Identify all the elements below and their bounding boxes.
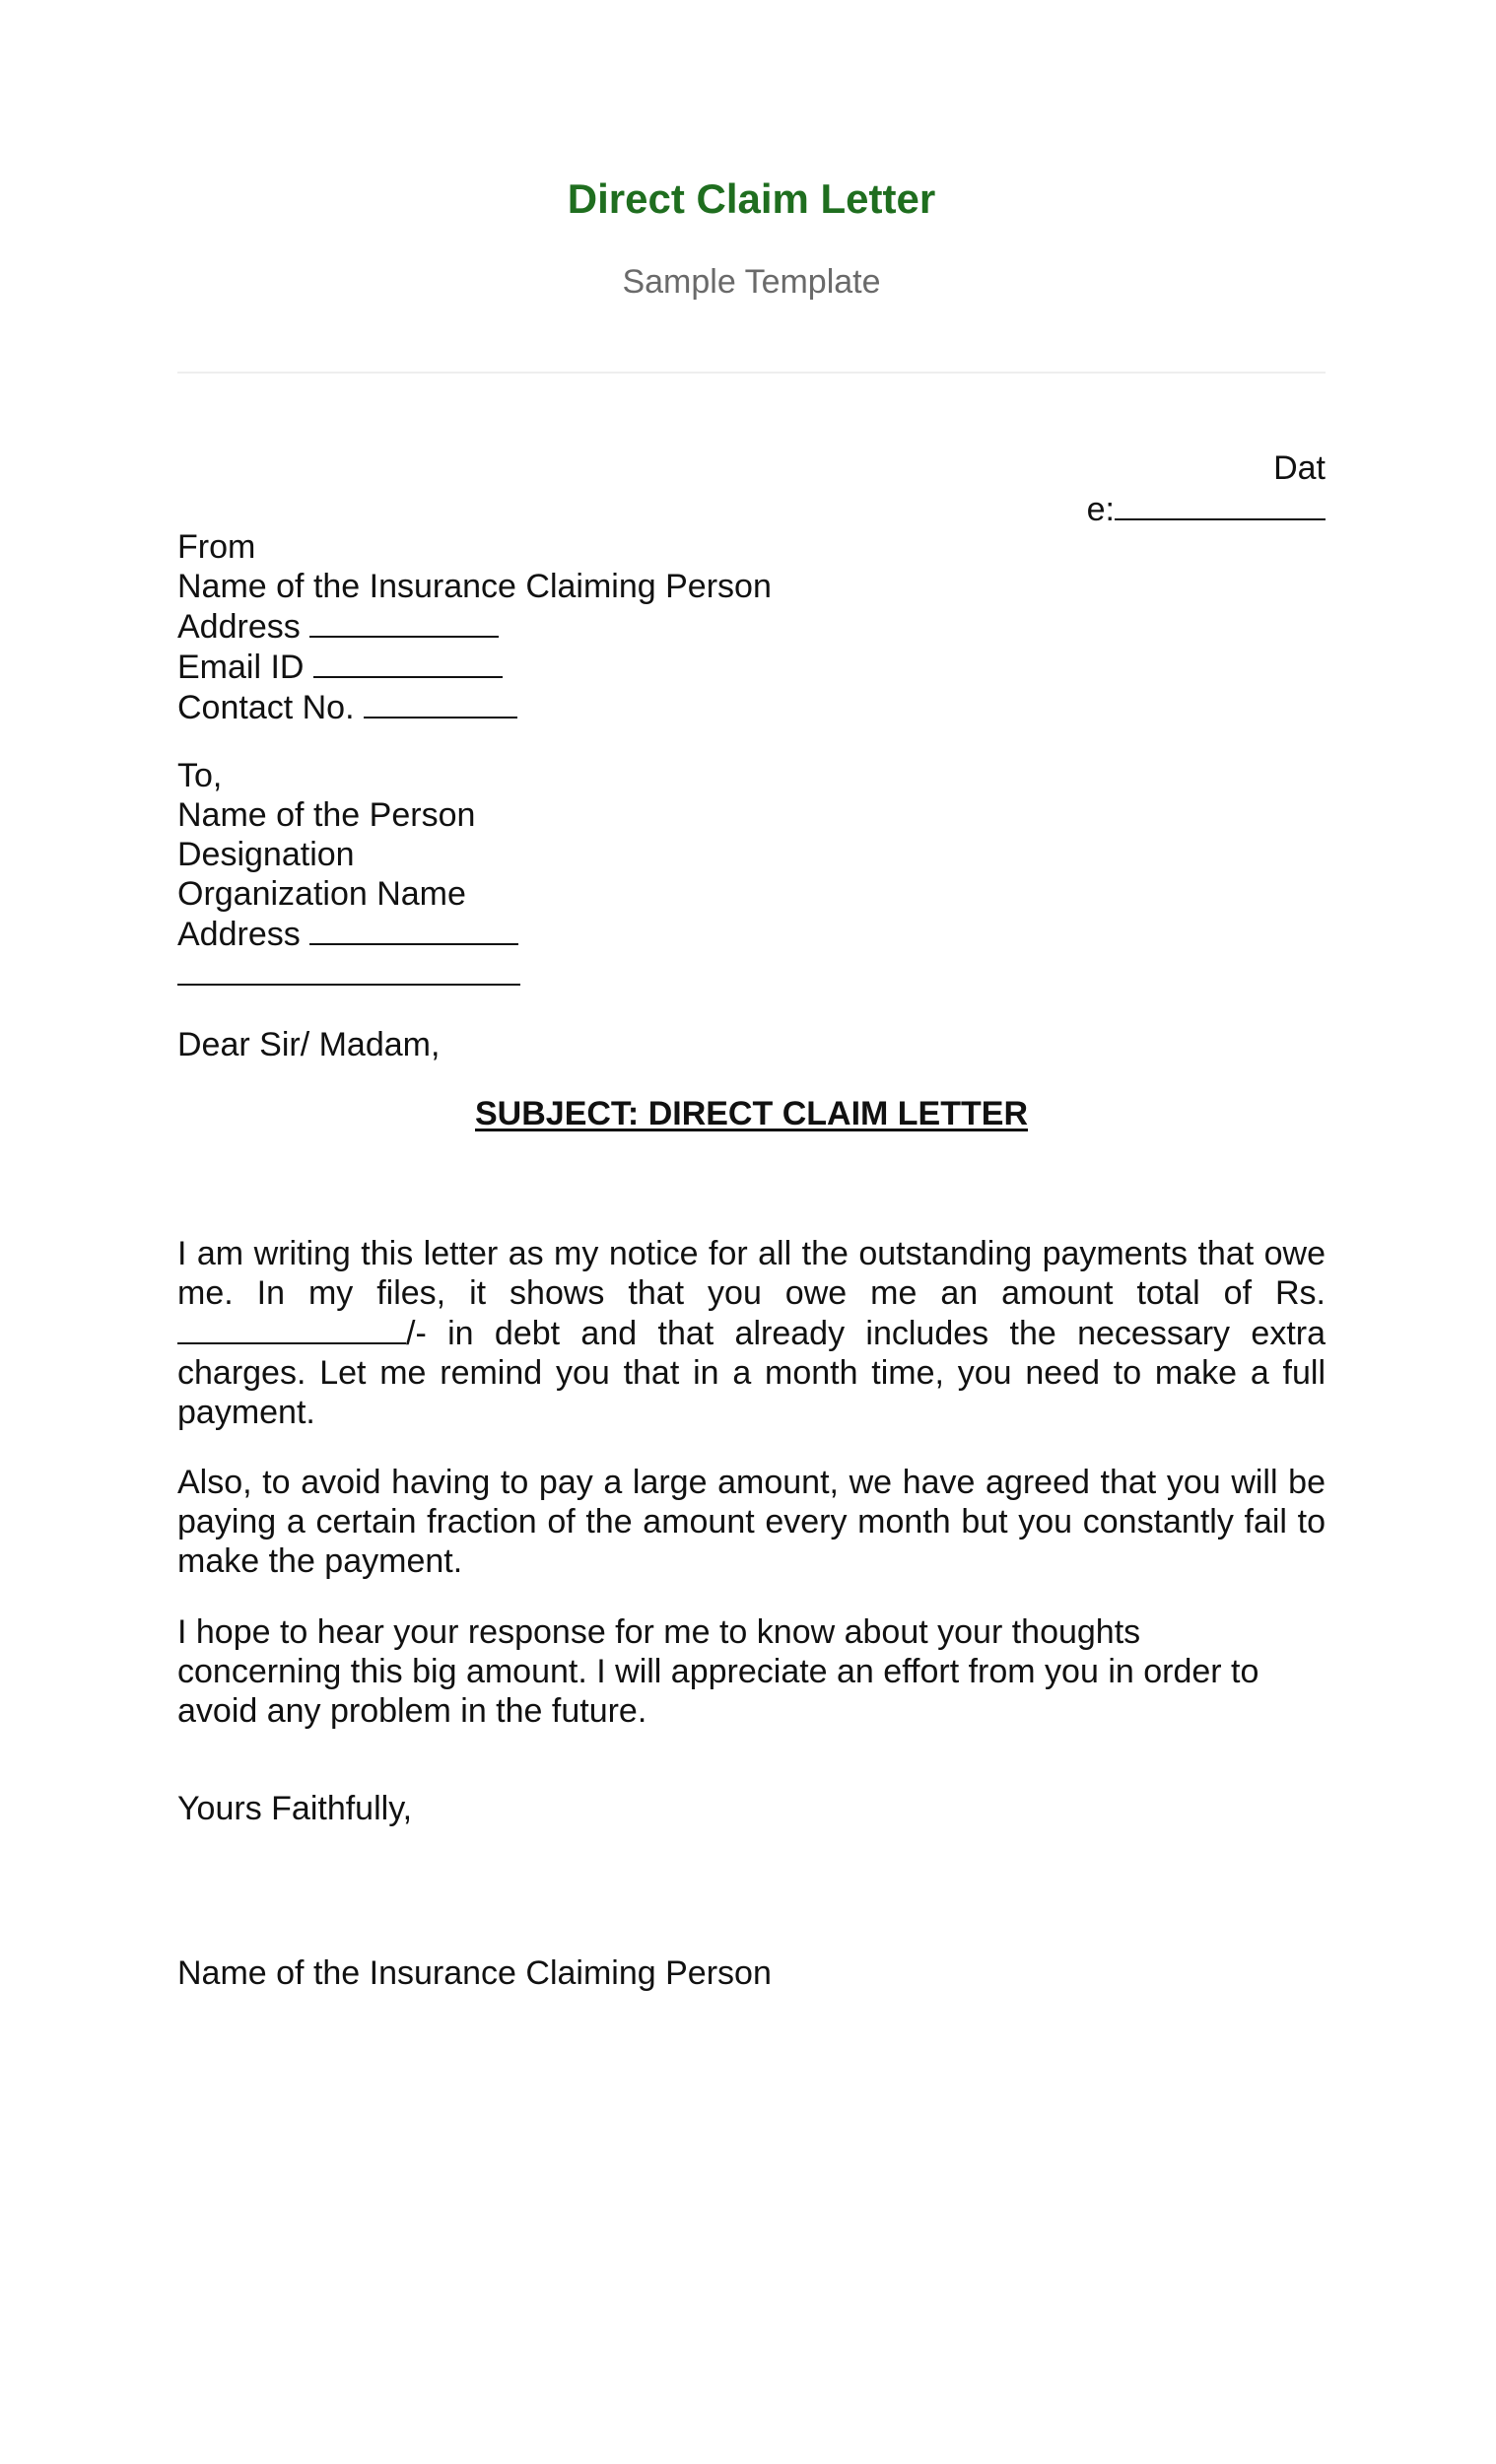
body-paragraph-1 <box>177 1234 1326 1432</box>
letter-page <box>177 0 1326 2464</box>
para1-end: /- in debt and that already includes the necessary extra charges. Let me remind you that in a month time, you need to make a full payment. <box>177 1315 1326 1431</box>
recipient-block <box>177 756 1326 994</box>
sender-block <box>177 527 1326 727</box>
para3-line3: avoid any problem in the future. <box>177 1692 647 1730</box>
date-line2 <box>1030 489 1326 530</box>
sender-address-blank <box>309 606 499 638</box>
signature-name: Name of the Insurance Claiming Person <box>177 1954 772 1992</box>
amount-blank <box>177 1313 406 1344</box>
sender-address-label: Address <box>177 608 301 646</box>
date-blank <box>1115 489 1326 520</box>
sender-contact-row <box>177 687 1326 727</box>
sender-email-label: Email ID <box>177 649 305 686</box>
recipient-name: Name of the Person <box>177 796 476 834</box>
recipient-address-line2 <box>177 954 1326 994</box>
sender-name: Name of the Insurance Claiming Person <box>177 568 772 605</box>
subject-text: SUBJECT: DIRECT CLAIM LETTER <box>475 1095 1028 1132</box>
subject-line <box>177 1094 1326 1133</box>
date-block <box>1030 448 1326 530</box>
header-divider <box>177 372 1326 374</box>
document-title: Direct Claim Letter <box>567 175 936 222</box>
sender-email-row <box>177 647 1326 687</box>
recipient-address-blank <box>309 914 518 945</box>
body-paragraph-2: Also, to avoid having to pay a large amount, we have agreed that you will be paying a certain fraction of the amount every month but you constantly fail to make the payment. <box>177 1464 1326 1580</box>
recipient-address-label: Address <box>177 916 301 953</box>
para1-start: I am writing this letter as my notice for all the outstanding payments that owe me. In my files, it shows that you owe me an amount total of Rs. <box>177 1235 1326 1312</box>
recipient-address-blank-2 <box>177 954 520 986</box>
recipient-address-row <box>177 914 1326 954</box>
from-label: From <box>177 528 256 566</box>
body-paragraph-3 <box>177 1612 1326 1731</box>
sender-address-row <box>177 606 1326 647</box>
salutation: Dear Sir/ Madam, <box>177 1026 441 1063</box>
closing: Yours Faithfully, <box>177 1790 413 1827</box>
document-subtitle: Sample Template <box>622 263 881 301</box>
para3-line2: concerning this big amount. I will appreciate an effort from you in order to <box>177 1653 1259 1690</box>
recipient-designation: Designation <box>177 836 355 873</box>
sender-contact-label: Contact No. <box>177 689 355 726</box>
to-label: To, <box>177 757 223 794</box>
date-label-line2: e: <box>1086 491 1115 528</box>
sender-email-blank <box>313 647 503 678</box>
sender-contact-blank <box>364 687 517 719</box>
para3-line1: I hope to hear your response for me to know about your thoughts <box>177 1613 1141 1651</box>
recipient-organization: Organization Name <box>177 875 466 913</box>
date-label-line1: Dat <box>1273 449 1326 487</box>
